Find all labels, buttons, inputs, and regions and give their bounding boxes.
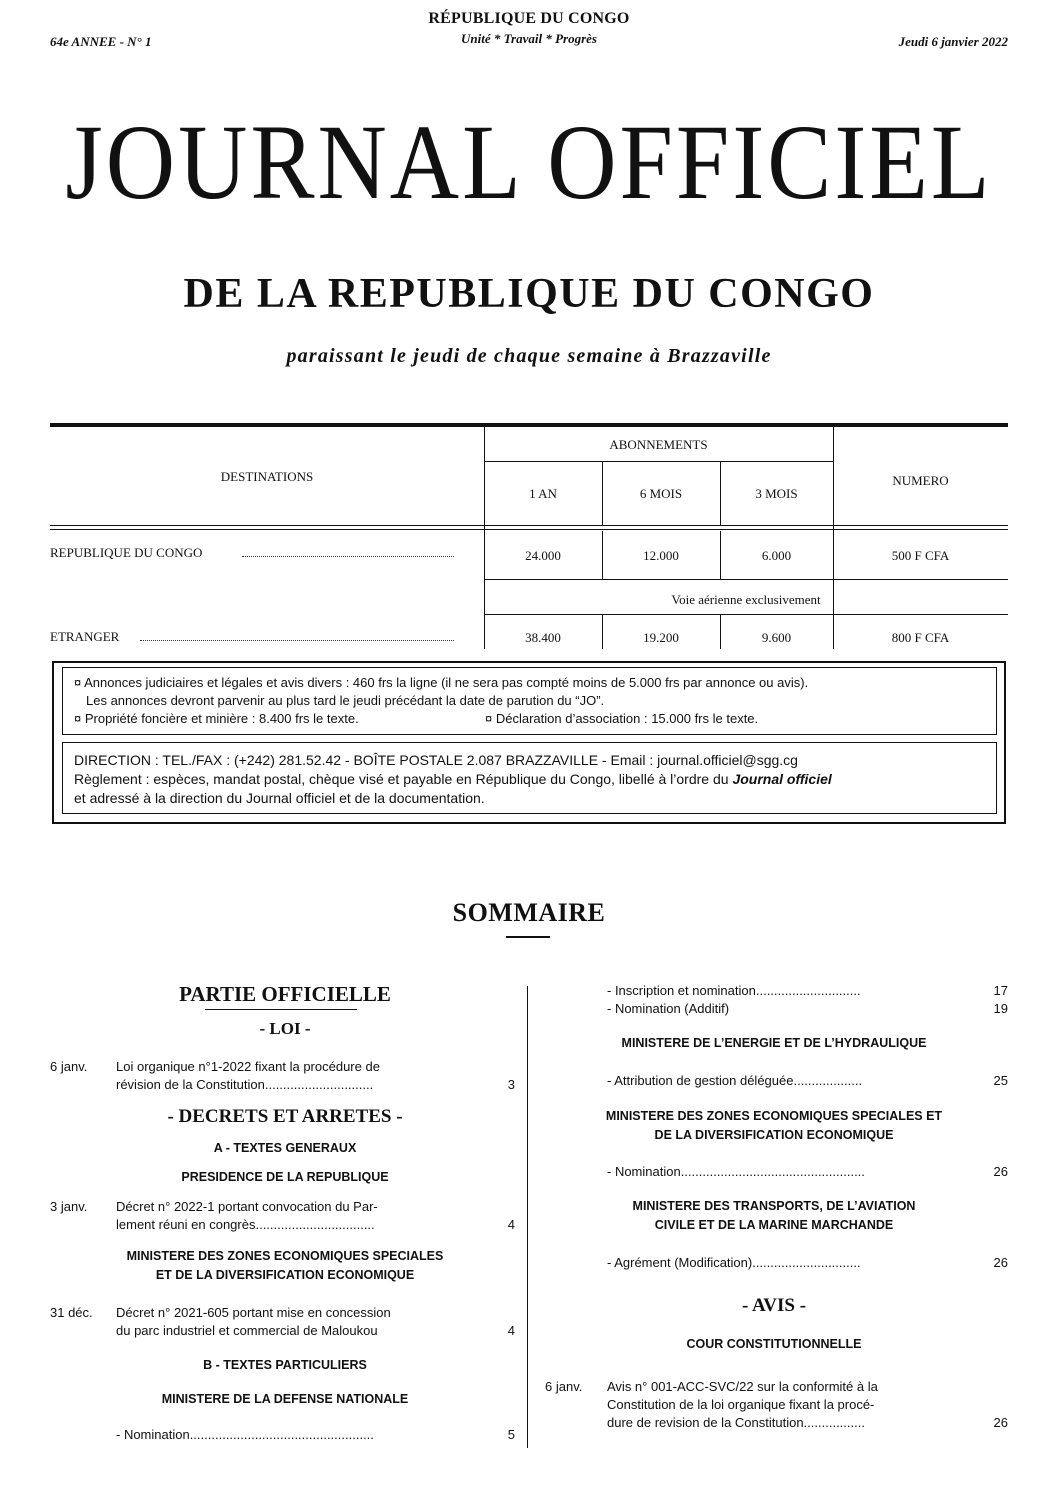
attribution-page: 25 xyxy=(993,1073,1008,1088)
notice-annonces: ¤ Annonces judiciaires et légales et avis divers : 460 frs la ligne (il ne sera pas compté moins de 5.000 frs par annonce ou avis). xyxy=(74,675,809,690)
republic-name: RÉPUBLIQUE DU CONGO xyxy=(428,10,630,27)
leader-dots xyxy=(140,640,454,641)
journal-tagline: paraissant le jeudi de chaque semaine à Brazzaville xyxy=(286,345,772,367)
notice-deadline: Les annonces devront parvenir au plus tard le jeudi précédant la date de parution du “JO”. xyxy=(86,693,605,708)
period-1an: 1 AN xyxy=(529,486,557,501)
destinations-header: DESTINATIONS xyxy=(220,469,314,484)
nomination-additif-entry: - Nomination (Additif) xyxy=(607,1001,730,1016)
loi-heading: - LOI - xyxy=(259,1019,311,1038)
zones-nomination-entry: - Nomination................................................... xyxy=(607,1164,865,1179)
loi-entry-line2: révision de la Constitution.............................. xyxy=(116,1077,374,1092)
numero-header: NUMERO xyxy=(892,473,949,488)
divider xyxy=(484,461,833,462)
price-etranger-1an: 38.400 xyxy=(525,630,561,645)
decret2-date: 31 déc. xyxy=(50,1305,93,1320)
avis-page: 26 xyxy=(993,1415,1008,1430)
decret1-page: 4 xyxy=(507,1217,515,1232)
decret1-line2: lement réuni en congrès................................. xyxy=(116,1217,375,1232)
period-3mois: 3 MOIS xyxy=(755,486,798,501)
defense-nomination: - Nomination................................................... xyxy=(116,1427,374,1442)
reglement-end: et adressé à la direction du Journal officiel et de la documentation. xyxy=(74,790,485,806)
notice-association: ¤ Déclaration d’association : 15.000 frs le texte. xyxy=(485,711,759,726)
table-top-rule xyxy=(50,423,1008,427)
divider xyxy=(484,579,1008,580)
inscription-page: 17 xyxy=(993,983,1008,998)
reglement-journal: Journal officiel xyxy=(732,771,832,787)
divider xyxy=(833,427,834,649)
price-congo-1an: 24.000 xyxy=(525,548,561,563)
leader-dots xyxy=(242,556,454,557)
divider xyxy=(50,525,1008,526)
air-mail-note: Voie aérienne exclusivement xyxy=(671,592,821,607)
min-transports-l2: CIVILE ET DE LA MARINE MARCHANDE xyxy=(654,1218,894,1232)
price-etranger-6mois: 19.200 xyxy=(643,630,679,645)
textes-generaux-heading: A - TEXTES GENERAUX xyxy=(213,1141,357,1155)
loi-page: 3 xyxy=(507,1077,515,1092)
loi-entry-line1: Loi organique n°1-2022 fixant la procédure de xyxy=(116,1059,380,1074)
price-congo-numero: 500 F CFA xyxy=(891,548,950,563)
decrets-heading: - DECRETS ET ARRETES - xyxy=(167,1106,403,1127)
decret2-line1: Décret n° 2021-605 portant mise en concession xyxy=(116,1305,391,1320)
presidence-heading: PRESIDENCE DE LA REPUBLIQUE xyxy=(181,1170,389,1184)
partie-officielle-heading: PARTIE OFFICIELLE xyxy=(179,982,391,1006)
decret2-line2: du parc industriel et commercial de Maloukou xyxy=(116,1323,378,1338)
decret1-date: 3 janv. xyxy=(50,1199,88,1214)
price-congo-6mois: 12.000 xyxy=(643,548,679,563)
decret2-page: 4 xyxy=(507,1323,515,1338)
heading-underline xyxy=(205,1009,357,1010)
nomination-additif-page: 19 xyxy=(993,1001,1008,1016)
avis-date: 6 janv. xyxy=(545,1379,583,1394)
journal-title: JOURNAL OFFICIEL xyxy=(65,101,993,222)
destination-congo: REPUBLIQUE DU CONGO xyxy=(50,545,203,560)
avis-heading: - AVIS - xyxy=(741,1295,807,1316)
min-transports-l1: MINISTERE DES TRANSPORTS, DE L’AVIATION xyxy=(632,1199,916,1213)
min-zones-heading-l1: MINISTERE DES ZONES ECONOMIQUES SPECIALES xyxy=(126,1249,444,1263)
issue-number: 64e ANNEE - N° 1 xyxy=(50,34,152,49)
reglement-start: Règlement : espèces, mandat postal, chèque visé et payable en République du Congo, libellé à l’ordre du xyxy=(74,771,733,787)
agrement-page: 26 xyxy=(993,1255,1008,1270)
abonnements-header: ABONNEMENTS xyxy=(609,437,708,452)
decret1-line1: Décret n° 2022-1 portant convocation du Par- xyxy=(116,1199,378,1214)
min-zones-right-l2: DE LA DIVERSIFICATION ECONOMIQUE xyxy=(654,1128,894,1142)
min-energie-heading: MINISTERE DE L’ENERGIE ET DE L’HYDRAULIQUE xyxy=(621,1036,927,1050)
price-etranger-numero: 800 F CFA xyxy=(891,630,950,645)
period-6mois: 6 MOIS xyxy=(639,486,683,501)
cour-heading: COUR CONSTITUTIONNELLE xyxy=(686,1337,862,1351)
textes-particuliers-heading: B - TEXTES PARTICULIERS xyxy=(203,1358,367,1372)
agrement-entry: - Agrément (Modification).............................. xyxy=(607,1255,861,1270)
avis-line1: Avis n° 001-ACC-SVC/22 sur la conformité à la xyxy=(607,1379,878,1394)
issue-date: Jeudi 6 janvier 2022 xyxy=(898,34,1008,49)
divider xyxy=(484,614,1008,615)
avis-line3: dure de revision de la Constitution................. xyxy=(607,1415,865,1430)
min-zones-right-l1: MINISTERE DES ZONES ECONOMIQUES SPECIALES ET xyxy=(605,1109,943,1123)
destination-etranger: ETRANGER xyxy=(50,629,120,644)
attribution-entry: - Attribution de gestion déléguée................... xyxy=(607,1073,863,1088)
inscription-entry: - Inscription et nomination............................. xyxy=(607,983,861,998)
national-motto: Unité * Travail * Progrès xyxy=(460,31,597,46)
price-congo-3mois: 6.000 xyxy=(761,548,792,563)
column-divider xyxy=(527,986,528,1448)
avis-line2: Constitution de la loi organique fixant la procé- xyxy=(607,1397,875,1412)
sommaire-title: SOMMAIRE xyxy=(452,898,606,927)
journal-subtitle: DE LA REPUBLIQUE DU CONGO xyxy=(183,271,875,317)
min-zones-heading-l2: ET DE LA DIVERSIFICATION ECONOMIQUE xyxy=(155,1268,415,1282)
min-defense-heading: MINISTERE DE LA DEFENSE NATIONALE xyxy=(161,1392,409,1406)
direction-contact: DIRECTION : TEL./FAX : (+242) 281.52.42 - BOÎTE POSTALE 2.087 BRAZZAVILLE - Email : journal.officiel@sgg.cg xyxy=(74,752,798,768)
sommaire-rule xyxy=(506,936,550,938)
defense-nomination-page: 5 xyxy=(507,1427,515,1442)
notice-propriete: ¤ Propriété foncière et minière : 8.400 frs le texte. xyxy=(74,711,359,726)
price-etranger-3mois: 9.600 xyxy=(761,630,792,645)
reglement-text xyxy=(74,771,832,787)
divider xyxy=(50,529,1008,530)
zones-nomination-page: 26 xyxy=(993,1164,1008,1179)
loi-date: 6 janv. xyxy=(50,1059,88,1074)
